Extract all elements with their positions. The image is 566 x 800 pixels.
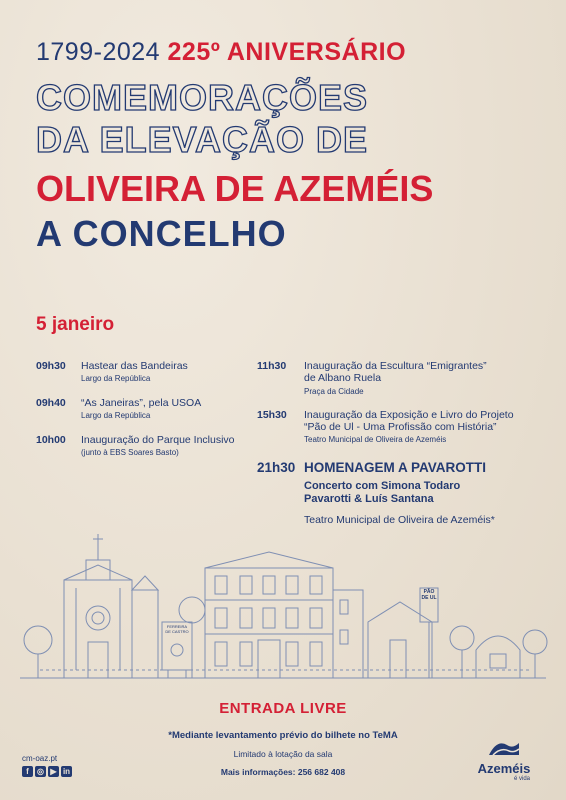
poster-board-label: FERREIRA DE CASTRO <box>165 624 189 634</box>
years-text: 1799-2024 <box>36 38 161 66</box>
title-concelho: A CONCELHO <box>36 213 287 254</box>
church-drawing <box>64 534 158 678</box>
town-illustration <box>0 530 566 690</box>
event-time: 15h30 <box>257 409 287 421</box>
event-location: Teatro Municipal de Oliveira de Azeméis <box>304 435 447 444</box>
youtube-icon[interactable]: ▶ <box>48 766 59 777</box>
event-title: Inauguração da Escultura “Emigrantes” <box>304 360 487 372</box>
event-location: Largo da República <box>81 411 151 420</box>
anniversary-text: 225º ANIVERSÁRIO <box>167 38 407 66</box>
contact-info: Mais informações: 256 682 408 <box>220 767 346 777</box>
event-time: 10h00 <box>36 434 66 446</box>
event-time: 11h30 <box>257 360 287 372</box>
event-title: “As Janeiras”, pela USOA <box>81 397 202 409</box>
bakery-sign: PÃO DE UL <box>421 589 437 601</box>
event-location: (junto à EBS Soares Basto) <box>81 448 179 457</box>
website-link[interactable]: cm-oaz.pt <box>22 754 58 763</box>
social-links <box>22 766 72 777</box>
event-location: Largo da República <box>81 374 151 383</box>
event-title: Inauguração do Parque Inclusivo <box>81 434 235 446</box>
free-entry-heading: ENTRADA LIVRE <box>219 700 347 717</box>
highlight-title: HOMENAGEM A PAVAROTTI <box>304 460 486 475</box>
wave-logo-icon <box>487 737 521 757</box>
capacity-note: Limitado à lotação da sala <box>233 749 333 759</box>
instagram-icon[interactable]: ◎ <box>35 766 46 777</box>
title-city: OLIVEIRA DE AZEMÉIS <box>36 168 434 209</box>
event-date: 5 janeiro <box>36 314 115 335</box>
highlight-venue: Teatro Municipal de Oliveira de Azeméis* <box>304 514 495 526</box>
bakery-house-drawing <box>368 588 438 678</box>
event-location: Praça da Cidade <box>304 387 364 396</box>
ticket-note: *Mediante levantamento prévio do bilhete no TeMA <box>168 730 398 741</box>
event-title-cont: “Pão de Ul - Uma Profissão com História” <box>304 421 497 433</box>
logo-tagline: é vida <box>513 776 530 782</box>
title-line-elevation: DA ELEVAÇÃO DE <box>36 119 369 160</box>
title-line-commemorations: COMEMORAÇÕES <box>36 77 369 118</box>
event-time: 09h30 <box>36 360 66 372</box>
event-title-cont: de Albano Ruela <box>304 372 382 384</box>
theatre-drawing <box>205 552 363 678</box>
logo-wordmark: Azeméis <box>477 761 531 776</box>
highlight-line2: Pavarotti & Luís Santana <box>304 493 434 505</box>
event-time: 09h40 <box>36 397 66 409</box>
municipality-logo <box>474 737 534 782</box>
highlight-time: 21h30 <box>257 460 296 475</box>
event-title: Inauguração da Exposição e Livro do Projeto <box>304 409 514 421</box>
linkedin-icon[interactable]: in <box>62 767 71 776</box>
facebook-icon[interactable]: f <box>22 766 33 777</box>
header-years-line <box>36 38 406 67</box>
oven-drawing <box>476 636 520 678</box>
event-title: Hastear das Bandeiras <box>81 360 188 372</box>
highlight-line1: Concerto com Simona Todaro <box>304 480 461 492</box>
